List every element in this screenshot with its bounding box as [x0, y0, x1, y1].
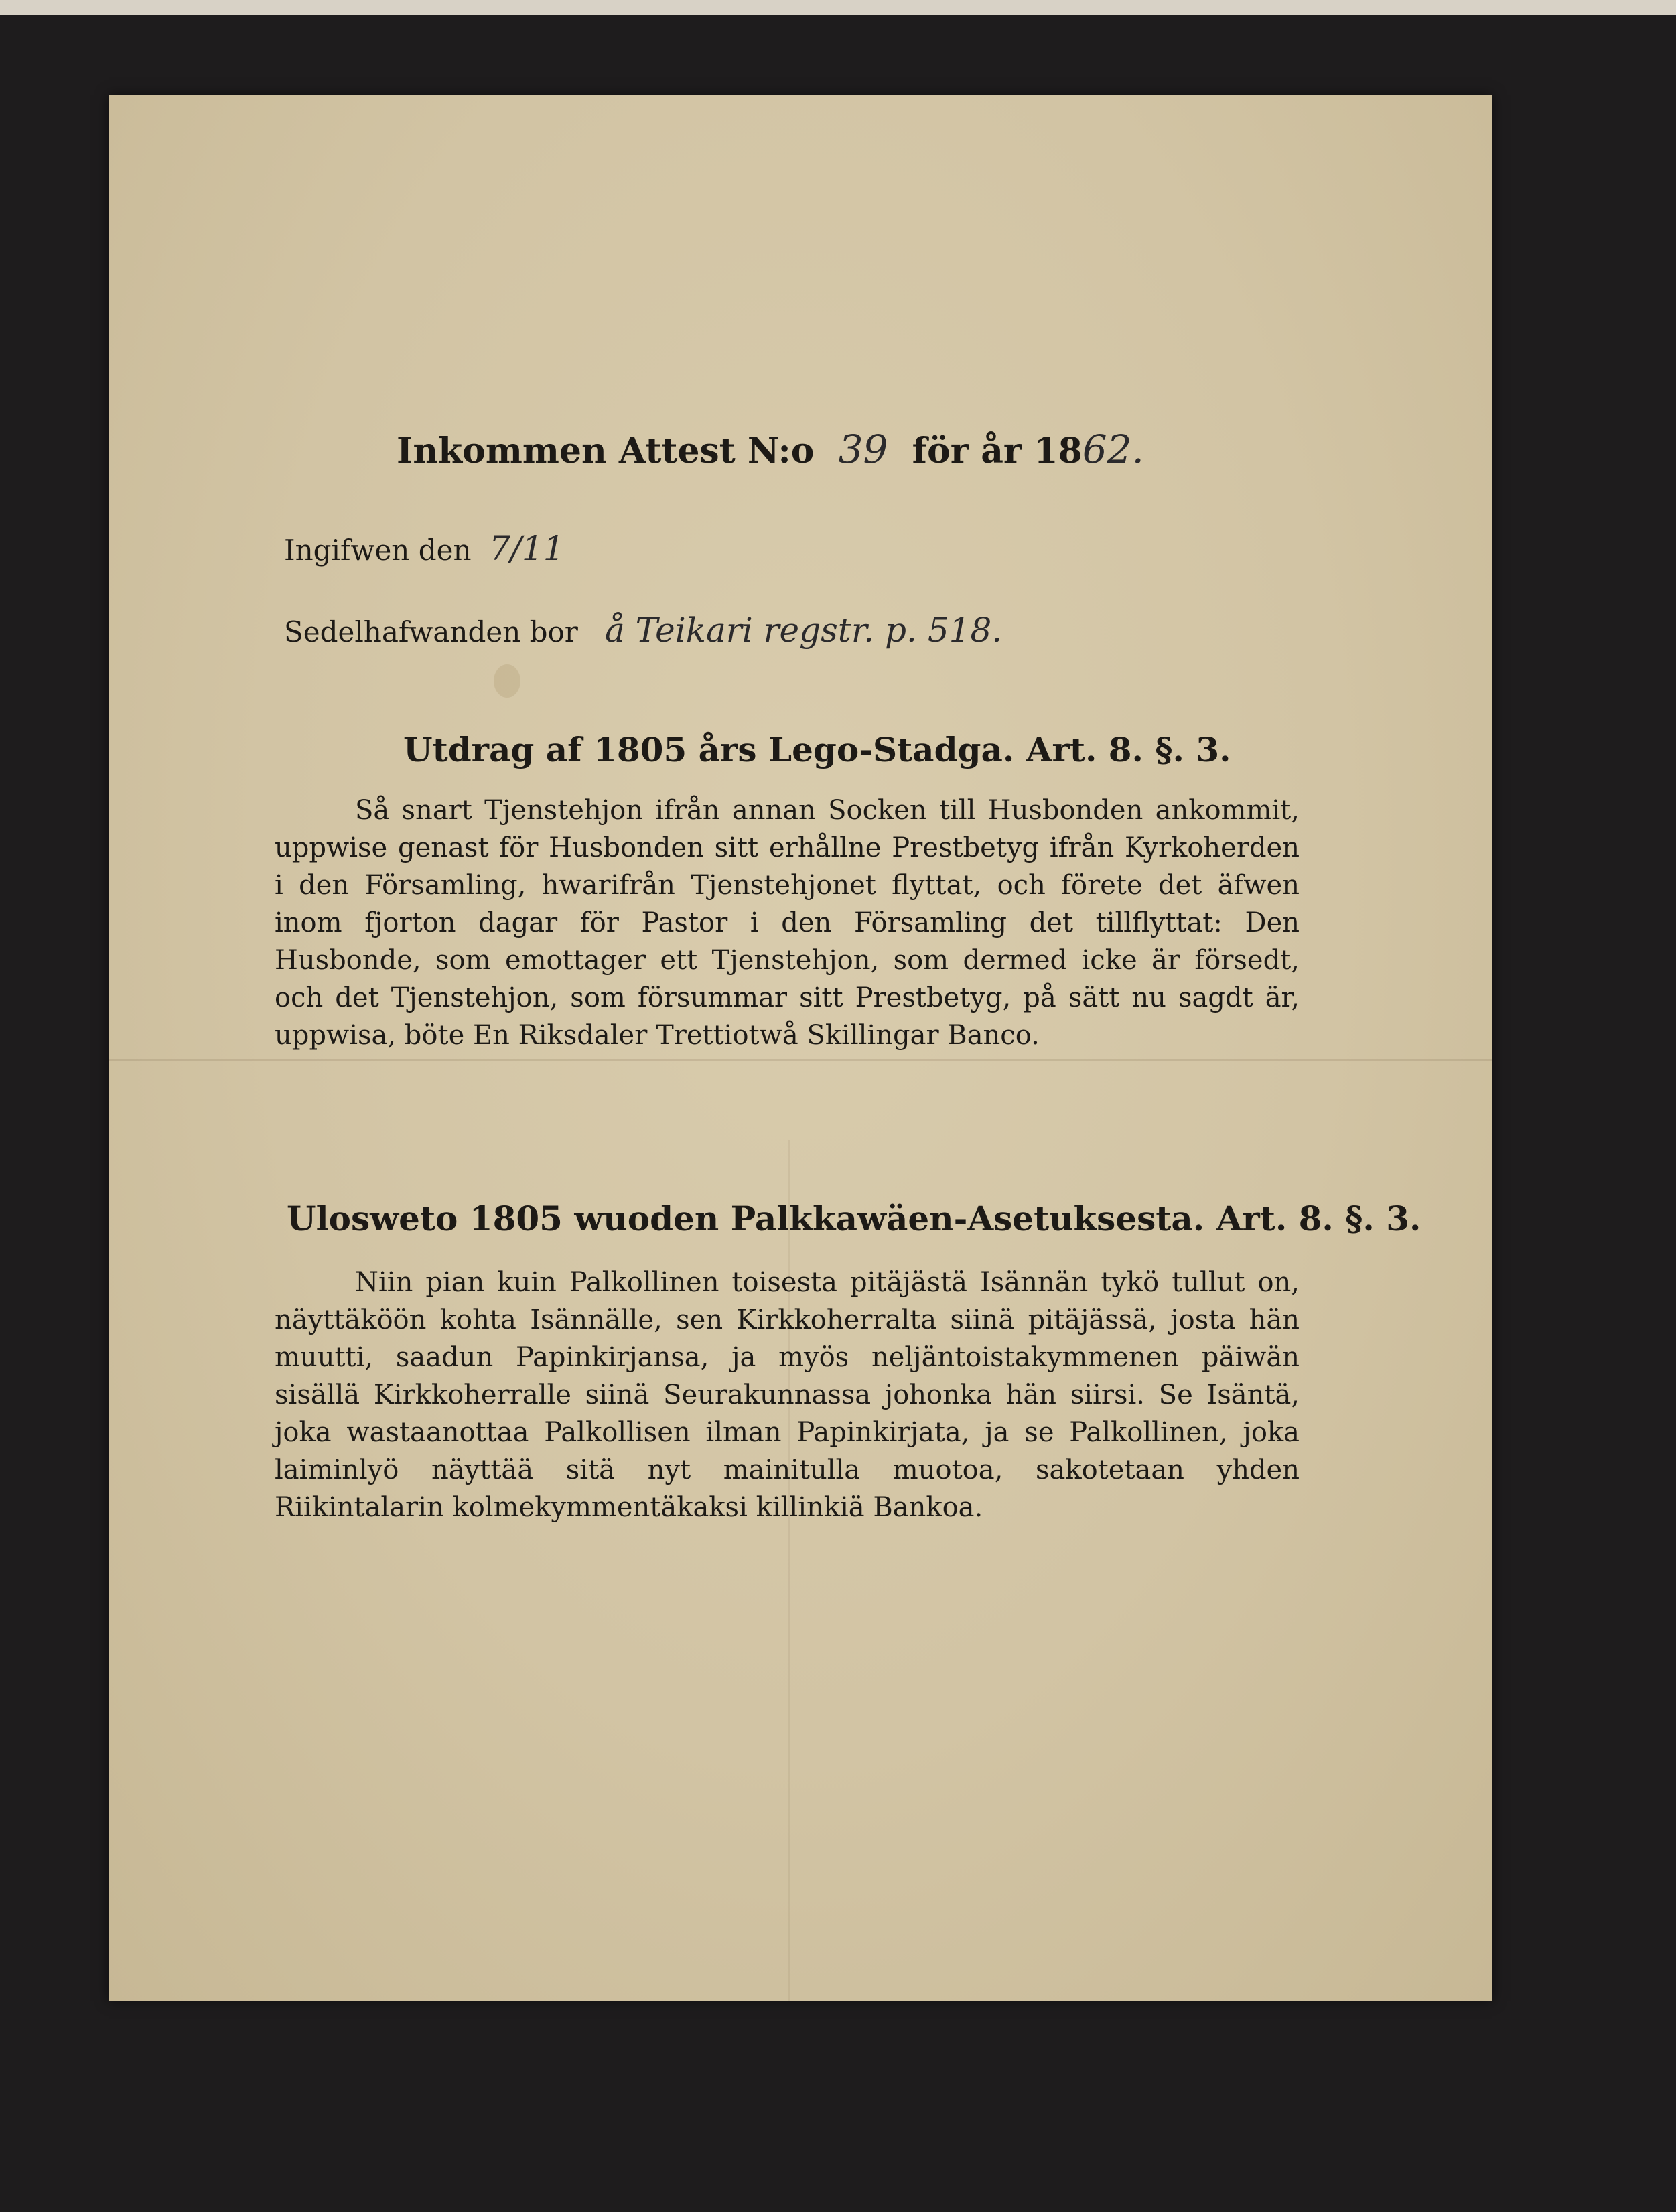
sedelhafwanden-residence: å Teikari regstr. p. 518. [604, 611, 1003, 650]
attest-label: Inkommen Attest N:o [397, 431, 815, 471]
finnish-paragraph: Niin pian kuin Palkollinen toisesta pitäjästä Isännän tykö tullut on, näyttäköön kohta Isännälle, sen Kirkkoherralta siinä pitäjässä, josta hän muutti, saadun Papinkirjansa, ja myös neljäntoistakymmenen päiwän sisällä Kirkkoherralle siinä Seurakunnassa johonka hän siirsi. Se Isäntä, joka wastaanottaa Palkollisen ilman Papinkirjata, ja se Palkollinen, joka laiminlyö näyttää sitä nyt mainitulla muotoa, sakotetaan yhden Riikintalarin kolmekymmentäkaksi killinkiä Bankoa. [275, 1267, 1300, 1523]
sedelhafwanden-line [284, 611, 1002, 650]
ingifwen-date: 7/11 [489, 529, 565, 568]
ingifwen-line [284, 529, 565, 568]
background-strip [0, 0, 1676, 15]
document-sheet [109, 95, 1492, 2001]
sedelhafwanden-label: Sedelhafwanden bor [284, 615, 578, 648]
paper-stain [494, 664, 520, 698]
attest-year-label: för år 18 [912, 431, 1083, 471]
finnish-heading: Ulosweto 1805 wuoden Palkkawäen-Asetuksesta. Art. 8. §. 3. [287, 1199, 1421, 1238]
swedish-paragraph: Så snart Tjenstehjon ifrån annan Socken till Husbonden ankommit, uppwise genast för Husbonden sitt erhållne Prestbetyg ifrån Kyrkoherden i den Församling, hwarifrån Tjenstehjonet flyttat, och förete det äfwen inom fjorton dagar för Pastor i den Församling det tillflyttat: Den Husbonde, som emottager ett Tjenstehjon, som dermed icke är försedt, och det Tjenstehjon, som försummar sitt Prestbetyg, på sätt nu sagdt är, uppwisa, böte En Riksdaler Trettiotwå Skillingar Banco. [275, 795, 1300, 1051]
paper-fold-horizontal [109, 1059, 1492, 1061]
attest-year: 62. [1082, 427, 1144, 472]
swedish-heading: Utdrag af 1805 års Lego-Stadga. Art. 8. §. 3. [403, 730, 1231, 769]
attest-title [397, 427, 1334, 472]
ingifwen-label: Ingifwen den [284, 534, 472, 567]
attest-number: 39 [838, 427, 888, 472]
